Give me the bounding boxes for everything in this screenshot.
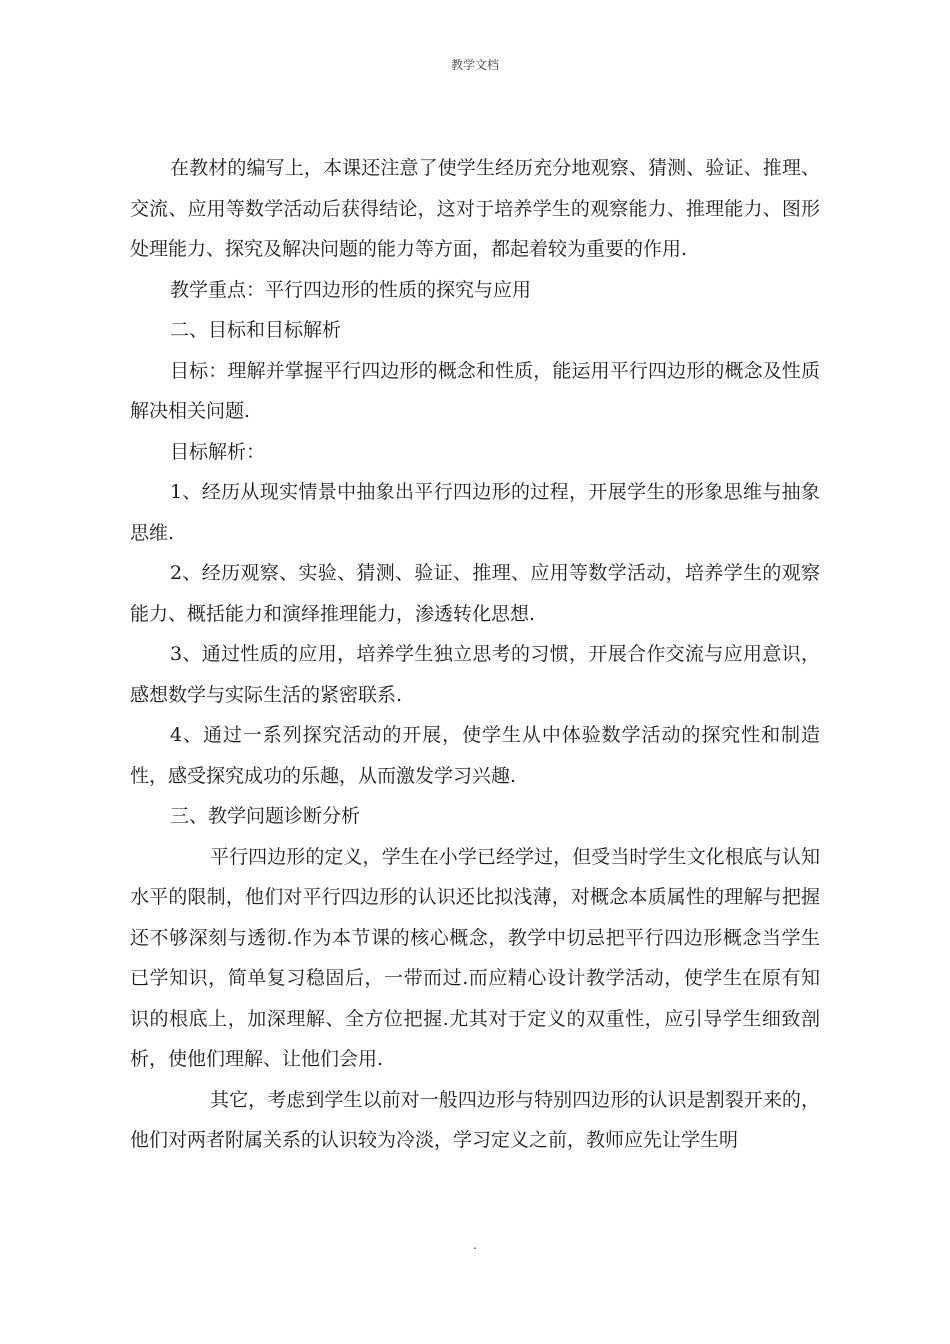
page-header: 教学文档	[450, 58, 499, 72]
list-item-2: 2、经历观察、实验、猜测、验证、推理、应用等数学活动，培养学生的观察能力、概括能力和演绎推理能力，渗透转化思想.	[130, 562, 820, 625]
section-heading-diagnosis: 三、教学问题诊断分析	[170, 805, 361, 827]
paragraph-definition-analysis: 平行四边形的定义，学生在小学已经学过，但受当时学生文化根底与认知水平的限制，他们对平行四边形的认识还比拟浅薄，对概念本质属性的理解与把握还不够深刻与透彻.作为本节课的核心概念，教学中切忌把平行四边形概念当学生已学知识，简单复习稳固后，一带而过.而应精心设计教学活动，使学生在原有知识的根底上，加深理解、全方位把握.尤其对于定义的双重性，应引导学生细致剖析，使他们理解、让他们会用.	[130, 845, 820, 1070]
section-heading-objectives: 二、目标和目标解析	[170, 319, 342, 341]
list-item-1: 1、经历从现实情景中抽象出平行四边形的过程，开展学生的形象思维与抽象思维.	[130, 481, 820, 544]
paragraph-objective: 目标：理解并掌握平行四边形的概念和性质，能运用平行四边形的概念及性质解决相关问题.	[130, 359, 820, 422]
list-item-4: 4、通过一系列探究活动的开展，使学生从中体验数学活动的探究性和制造性，感受探究成功的乐趣，从而激发学习兴趣.	[130, 724, 820, 787]
list-item-3: 3、通过性质的应用，培养学生独立思考的习惯，开展合作交流与应用意识，感想数学与实际生活的紧密联系.	[130, 643, 820, 706]
page-footer-mark: .	[473, 1238, 477, 1252]
paragraph-objective-analysis-label: 目标解析：	[170, 440, 266, 463]
paragraph-textbook-design: 在教材的编写上，本课还注意了使学生经历充分地观察、猜测、验证、推理、交流、应用等数学活动后获得结论，这对于培养学生的观察能力、推理能力、图形处理能力、探究及解决问题的能力等方面，都起着较为重要的作用.	[130, 157, 820, 260]
paragraph-teaching-focus: 教学重点：平行四边形的性质的探究与应用	[170, 278, 532, 301]
paragraph-other-considerations: 其它，考虑到学生以前对一般四边形与特别四边形的认识是割裂开来的，他们对两者附属关系的认识较为冷淡，学习定义之前，教师应先让学生明	[130, 1088, 820, 1151]
document-body	[130, 148, 820, 1161]
